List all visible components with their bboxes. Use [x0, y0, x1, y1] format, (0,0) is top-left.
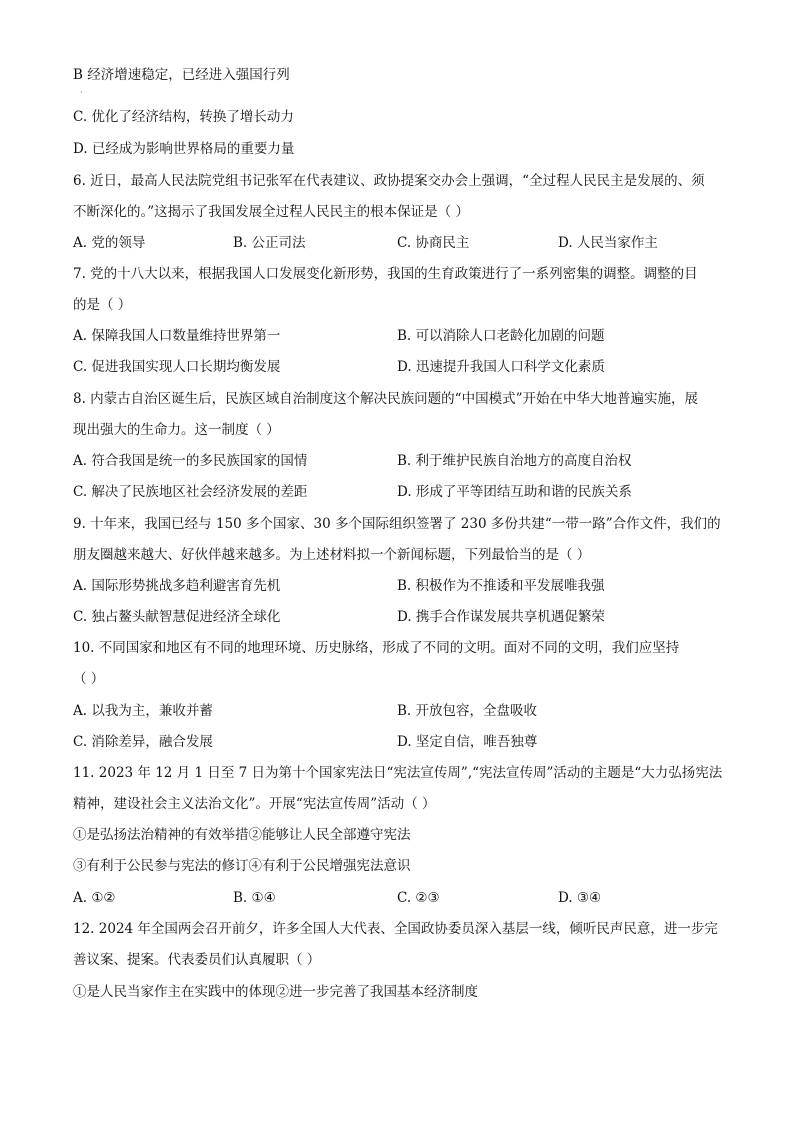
q10-option-b: B. 开放包容，全盘吸收 — [397, 703, 538, 719]
q6-stem-line1: 6. 近日，最高人民法院党组书记张军在代表建议、政协提案交办会上强调，“全过程人民民主是发展的、须 — [73, 173, 705, 189]
q12-items-line1: ①是人民当家作主在实践中的体现②进一步完善了我国基本经济制度 — [73, 984, 478, 1000]
q9-option-c: C. 独占鳌头献智慧促进经济全球化 — [73, 609, 281, 625]
q9-option-d: D. 携手合作谋发展共享机遇促繁荣 — [397, 609, 605, 625]
q7-option-b: B. 可以消除人口老龄化加剧的问题 — [397, 328, 605, 344]
q10-option-a: A. 以我为主，兼收并蓄 — [73, 703, 213, 719]
q6-option-d: D. 人民当家作主 — [558, 235, 658, 251]
q7-stem-line2: 的是（ ） — [73, 297, 132, 313]
q11-stem-line1: 11. 2023 年 12 月 1 日至 7 日为第十个国家宪法日“宪法宣传周”,“宪法宣传周”活动的主题是“大力弘扬宪法 — [73, 765, 723, 781]
q9-stem-line2: 朋友圈越来越大、好伙伴越来越多。为上述材料拟一个新闻标题，下列最恰当的是（ ） — [73, 547, 591, 563]
q11-option-d: D. ③④ — [558, 890, 602, 906]
q8-stem-line2: 现出强大的生命力。这一制度（ ） — [73, 422, 280, 438]
q10-stem-line1: 10. 不同国家和地区有不同的地理环境、历史脉络，形成了不同的文明。面对不同的文明，我们应坚持 — [73, 640, 680, 656]
q10-option-c: C. 消除差异，融合发展 — [73, 734, 213, 750]
q6-option-b: B. 公正司法 — [233, 235, 306, 251]
q5-option-c: C. 优化了经济结构，转换了增长动力 — [73, 109, 294, 125]
q8-option-c: C. 解决了民族地区社会经济发展的差距 — [73, 484, 308, 500]
q11-items-line1: ①是弘扬法治精神的有效举措②能够让人民全部遵守宪法 — [73, 827, 411, 843]
q11-option-a: A. ①② — [73, 890, 116, 906]
q8-option-b: B. 利于维护民族自治地方的高度自治权 — [397, 453, 632, 469]
q8-option-a: A. 符合我国是统一的多民族国家的国情 — [73, 453, 308, 469]
q10-stem-line2: （ ） — [73, 671, 105, 687]
q7-option-d: D. 迅速提升我国人口科学文化素质 — [397, 359, 605, 375]
q9-option-a: A. 国际形势挑战多趋利避害育先机 — [73, 578, 281, 594]
q6-option-c: C. 协商民主 — [397, 235, 470, 251]
q8-option-d: D. 形成了平等团结互助和谐的民族关系 — [397, 484, 632, 500]
q12-stem-line1: 12. 2024 年全国两会召开前夕，许多全国人大代表、全国政协委员深入基层一线，倾听民声民意，进一步完 — [73, 921, 718, 937]
q12-stem-line2: 善议案、提案。代表委员们认真履职（ ） — [73, 952, 321, 968]
q5-option-d: D. 已经成为影响世界格局的重要力量 — [73, 141, 295, 157]
q5-option-b: B 经济增速稳定，已经进入强国行列 — [73, 67, 290, 83]
q9-option-b: B. 积极作为不推诿和平发展唯我强 — [397, 578, 605, 594]
q10-option-d: D. 坚定自信，唯吾独尊 — [397, 734, 538, 750]
q11-option-c: C. ②③ — [397, 890, 440, 906]
q7-option-c: C. 促进我国实现人口长期均衡发展 — [73, 359, 281, 375]
q6-option-a: A. 党的领导 — [73, 235, 146, 251]
q11-stem-line2: 精神，建设社会主义法治文化”。开展“宪法宣传周”活动（ ） — [73, 796, 436, 812]
q8-stem-line1: 8. 内蒙古自治区诞生后，民族区域自治制度这个解决民族问题的“中国模式”开始在中华大地普遍实施，展 — [73, 391, 698, 407]
q11-option-b: B. ①④ — [233, 890, 276, 906]
stray-dot: · — [80, 88, 83, 97]
q7-option-a: A. 保障我国人口数量维持世界第一 — [73, 328, 281, 344]
q7-stem-line1: 7. 党的十八大以来，根据我国人口发展变化新形势，我国的生育政策进行了一系列密集的调整。调整的目 — [73, 266, 698, 282]
q11-items-line2: ③有利于公民参与宪法的修订④有利于公民增强宪法意识 — [73, 858, 411, 874]
q6-stem-line2: 不断深化的。”这揭示了我国发展全过程人民民主的根本保证是（ ） — [73, 204, 469, 220]
q9-stem-line1: 9. 十年来，我国已经与 150 多个国家、30 多个国际组织签署了 230 多份共建“一带一路”合作文件，我们的 — [73, 516, 721, 532]
